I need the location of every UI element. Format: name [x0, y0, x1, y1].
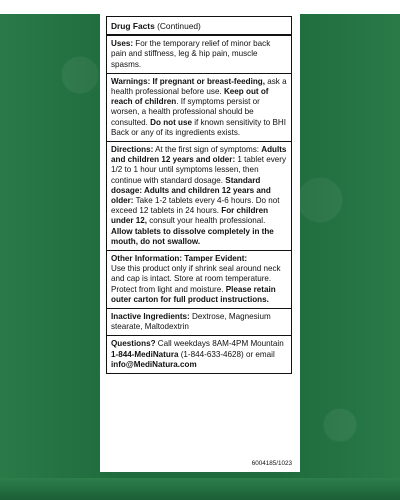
lot-code: 6004185/1023: [251, 460, 292, 467]
directions-heading: Directions:: [111, 145, 154, 155]
warnings-do-not-use: Do not use: [150, 117, 192, 127]
inactive-text: Dextrose, Magnesium stearate, Maltodextrin: [111, 312, 271, 332]
warnings-heading: Warnings:: [111, 76, 151, 86]
uses-text: For the temporary relief of minor back pain and stiffness, leg & hip pain, muscle spasms.: [111, 39, 271, 69]
directions-section: [107, 142, 291, 251]
directions-children-text: consult your health professional.: [149, 216, 266, 226]
drug-facts-title: Drug Facts: [111, 21, 155, 31]
warnings-section: [107, 74, 291, 142]
inactive-heading: Inactive Ingredients:: [111, 312, 190, 322]
directions-adults-text: 1 tablet every 1/2 to 1 hour until symptoms lessen, then continue with standard dosage.: [111, 155, 286, 185]
questions-text: Call weekdays 8AM-4PM Mountain: [157, 339, 284, 349]
directions-standard: Standard dosage: Adults and children 12 years and older:: [111, 175, 271, 206]
warnings-pregnant: If pregnant or breast-feeding,: [152, 76, 265, 86]
directions-allow: Allow tablets to dissolve completely in the mouth, do not swallow.: [111, 226, 274, 246]
warnings-do-not-use-text: if known sensitivity to BHI Back or any of its ingredients exists.: [111, 117, 286, 137]
drug-facts-label: [100, 10, 300, 472]
other-information-text: Use this product only if shrink seal around neck and cap is intact. Store at room temperature. Protect from light and moisture.: [111, 264, 281, 294]
drug-facts-header: [107, 17, 291, 36]
warnings-pregnant-text: ask a health professional before use.: [111, 76, 287, 97]
directions-intro: At the first sign of symptoms:: [155, 145, 259, 155]
warnings-keep-text: . If symptoms persist or worsen, a health professional should be consulted.: [111, 97, 260, 127]
questions-phone-text: (1-844-633-4628) or email: [180, 349, 275, 359]
directions-adults: Adults and children 12 years and older:: [111, 145, 287, 165]
questions-email: info@MediNatura.com: [111, 359, 197, 369]
questions-heading: Questions?: [111, 339, 156, 349]
warnings-keep-out: Keep out of reach of children: [111, 87, 269, 107]
bottom-green-band: [0, 478, 400, 500]
drug-facts-subtitle: (Continued): [157, 21, 201, 31]
other-information-section: [107, 251, 291, 309]
other-information-retain: Please retain outer carton for full product instructions.: [111, 284, 276, 304]
directions-children: For children under 12,: [111, 206, 269, 226]
inactive-ingredients-section: [107, 309, 291, 336]
uses-section: [107, 36, 291, 74]
uses-heading: Uses:: [111, 39, 134, 49]
directions-standard-text: Take 1-2 tablets every 4-6 hours. Do not exceed 12 tablets in 24 hours.: [111, 196, 280, 216]
questions-section: [107, 336, 291, 373]
other-information-heading: Other Information: Tamper Evident:: [111, 254, 248, 264]
questions-phone: 1-844-MediNatura: [111, 349, 179, 359]
drug-facts-panel: [106, 16, 292, 374]
